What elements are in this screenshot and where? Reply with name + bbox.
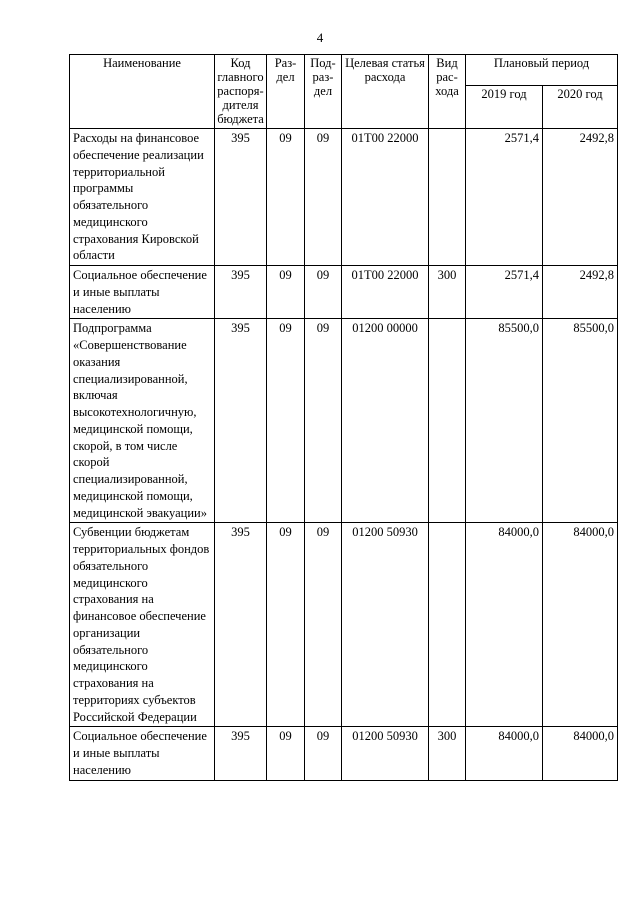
- row-2020: 2492,8: [543, 266, 618, 319]
- row-target: 01Т00 22000: [342, 266, 429, 319]
- row-name: Субвенции бюджетам территориальных фондов обязательного медицинского страхования на финансовое обеспечение организации обязательного медицинского страхования на территориях субъектов Российской Федерации: [70, 523, 215, 727]
- row-code: 395: [215, 319, 267, 523]
- header-2019: 2019 год: [466, 86, 543, 129]
- row-section: 09: [267, 727, 305, 780]
- budget-table: [69, 54, 618, 781]
- header-section: Раз-дел: [267, 55, 305, 129]
- header-row: [70, 55, 618, 86]
- row-section: 09: [267, 266, 305, 319]
- header-2020: 2020 год: [543, 86, 618, 129]
- row-subsection: 09: [305, 727, 342, 780]
- row-section: 09: [267, 523, 305, 727]
- row-subsection: 09: [305, 523, 342, 727]
- header-target: Целевая статья расхода: [342, 55, 429, 129]
- header-subsection: Под-раз-дел: [305, 55, 342, 129]
- row-code: 395: [215, 523, 267, 727]
- row-subsection: 09: [305, 129, 342, 266]
- row-section: 09: [267, 319, 305, 523]
- header-planned: Плановый период: [466, 55, 618, 86]
- page-number: 4: [316, 30, 324, 45]
- row-target: 01Т00 22000: [342, 129, 429, 266]
- row-name: Расходы на финансовое обеспечение реализации территориальной программы обязательного медицинского страхования Кировской области: [70, 129, 215, 266]
- row-2019: 84000,0: [466, 523, 543, 727]
- row-name: Подпрограмма «Совершенствование оказания специализированной, включая высокотехнологичную, медицинской помощи, скорой, в том числе скорой специализированной, медицинской помощи, медицинской эвакуации»: [70, 319, 215, 523]
- row-2020: 85500,0: [543, 319, 618, 523]
- row-type: 300: [429, 266, 466, 319]
- row-target: 01200 50930: [342, 523, 429, 727]
- row-2020: 84000,0: [543, 727, 618, 780]
- row-type: [429, 319, 466, 523]
- row-2019: 2571,4: [466, 129, 543, 266]
- table-row: [70, 266, 618, 319]
- row-code: 395: [215, 129, 267, 266]
- row-code: 395: [215, 266, 267, 319]
- row-subsection: 09: [305, 319, 342, 523]
- header-type: Вид рас-хода: [429, 55, 466, 129]
- row-2020: 84000,0: [543, 523, 618, 727]
- row-type: [429, 129, 466, 266]
- row-name: Социальное обеспечение и иные выплаты населению: [70, 727, 215, 780]
- row-target: 01200 50930: [342, 727, 429, 780]
- table-row: [70, 727, 618, 780]
- row-subsection: 09: [305, 266, 342, 319]
- table-row: [70, 129, 618, 266]
- header-code: Код главного распоря-дителя бюджета: [215, 55, 267, 129]
- row-target: 01200 00000: [342, 319, 429, 523]
- table-row: [70, 523, 618, 727]
- row-name: Социальное обеспечение и иные выплаты населению: [70, 266, 215, 319]
- row-section: 09: [267, 129, 305, 266]
- row-type: 300: [429, 727, 466, 780]
- row-code: 395: [215, 727, 267, 780]
- row-2019: 85500,0: [466, 319, 543, 523]
- table-row: [70, 319, 618, 523]
- row-2020: 2492,8: [543, 129, 618, 266]
- row-2019: 84000,0: [466, 727, 543, 780]
- row-2019: 2571,4: [466, 266, 543, 319]
- header-name: Наименование: [70, 55, 215, 129]
- row-type: [429, 523, 466, 727]
